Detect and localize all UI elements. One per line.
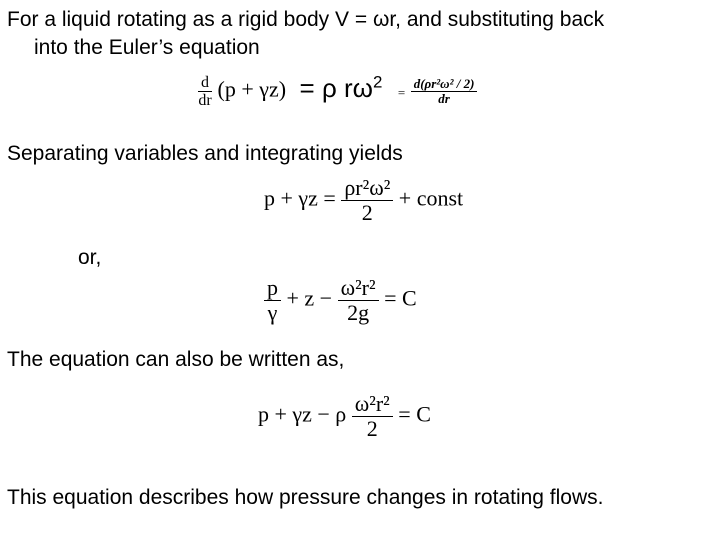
head-fraction: $\frac{\text{ω²r²}}{2g}$ [338, 276, 379, 325]
separation-line: Separating variables and integrating yields [7, 142, 403, 165]
intro-line-2: into the Euler’s equation [34, 36, 260, 59]
alternate-form-line: The equation can also be written as, [7, 348, 345, 371]
euler-rhs-exponent: 2 [372, 72, 383, 91]
alternate-rhs: = C [398, 401, 431, 427]
euler-equation [198, 72, 477, 110]
pressure-over-gamma: $\frac{p}{\gamma}$ [264, 276, 281, 325]
head-equation [264, 276, 417, 325]
head-rhs: = C [384, 285, 417, 311]
integrated-fraction: $\frac{\text{ρr²ω²}}{2}$ [341, 176, 393, 225]
alternate-equation [258, 392, 431, 441]
or-label: or, [78, 246, 102, 269]
integrated-equation [264, 176, 463, 225]
euler-rhs: = ρ rω [299, 72, 373, 103]
integrated-rhs: + const [398, 185, 464, 211]
conclusion-line: This equation describes how pressure changes in rotating flows. [7, 486, 604, 509]
euler-equals: = [397, 84, 406, 100]
integrated-lhs: p + γz = [264, 185, 336, 211]
euler-lhs: (p + γz) [217, 76, 287, 102]
euler-rhs-fraction: $\frac{\text{d(ρr²ω² / 2)}}{dr}$ [411, 77, 478, 107]
alternate-fraction: $\frac{\text{ω²r²}}{2}$ [352, 392, 393, 441]
intro-line-1: For a liquid rotating as a rigid body V = ωr, and substituting back [7, 8, 605, 31]
alternate-lhs: p + γz − ρ [258, 401, 347, 427]
head-mid: + z − [286, 285, 333, 311]
derivative-operator: $\frac{d}{dr}$ [198, 73, 212, 110]
